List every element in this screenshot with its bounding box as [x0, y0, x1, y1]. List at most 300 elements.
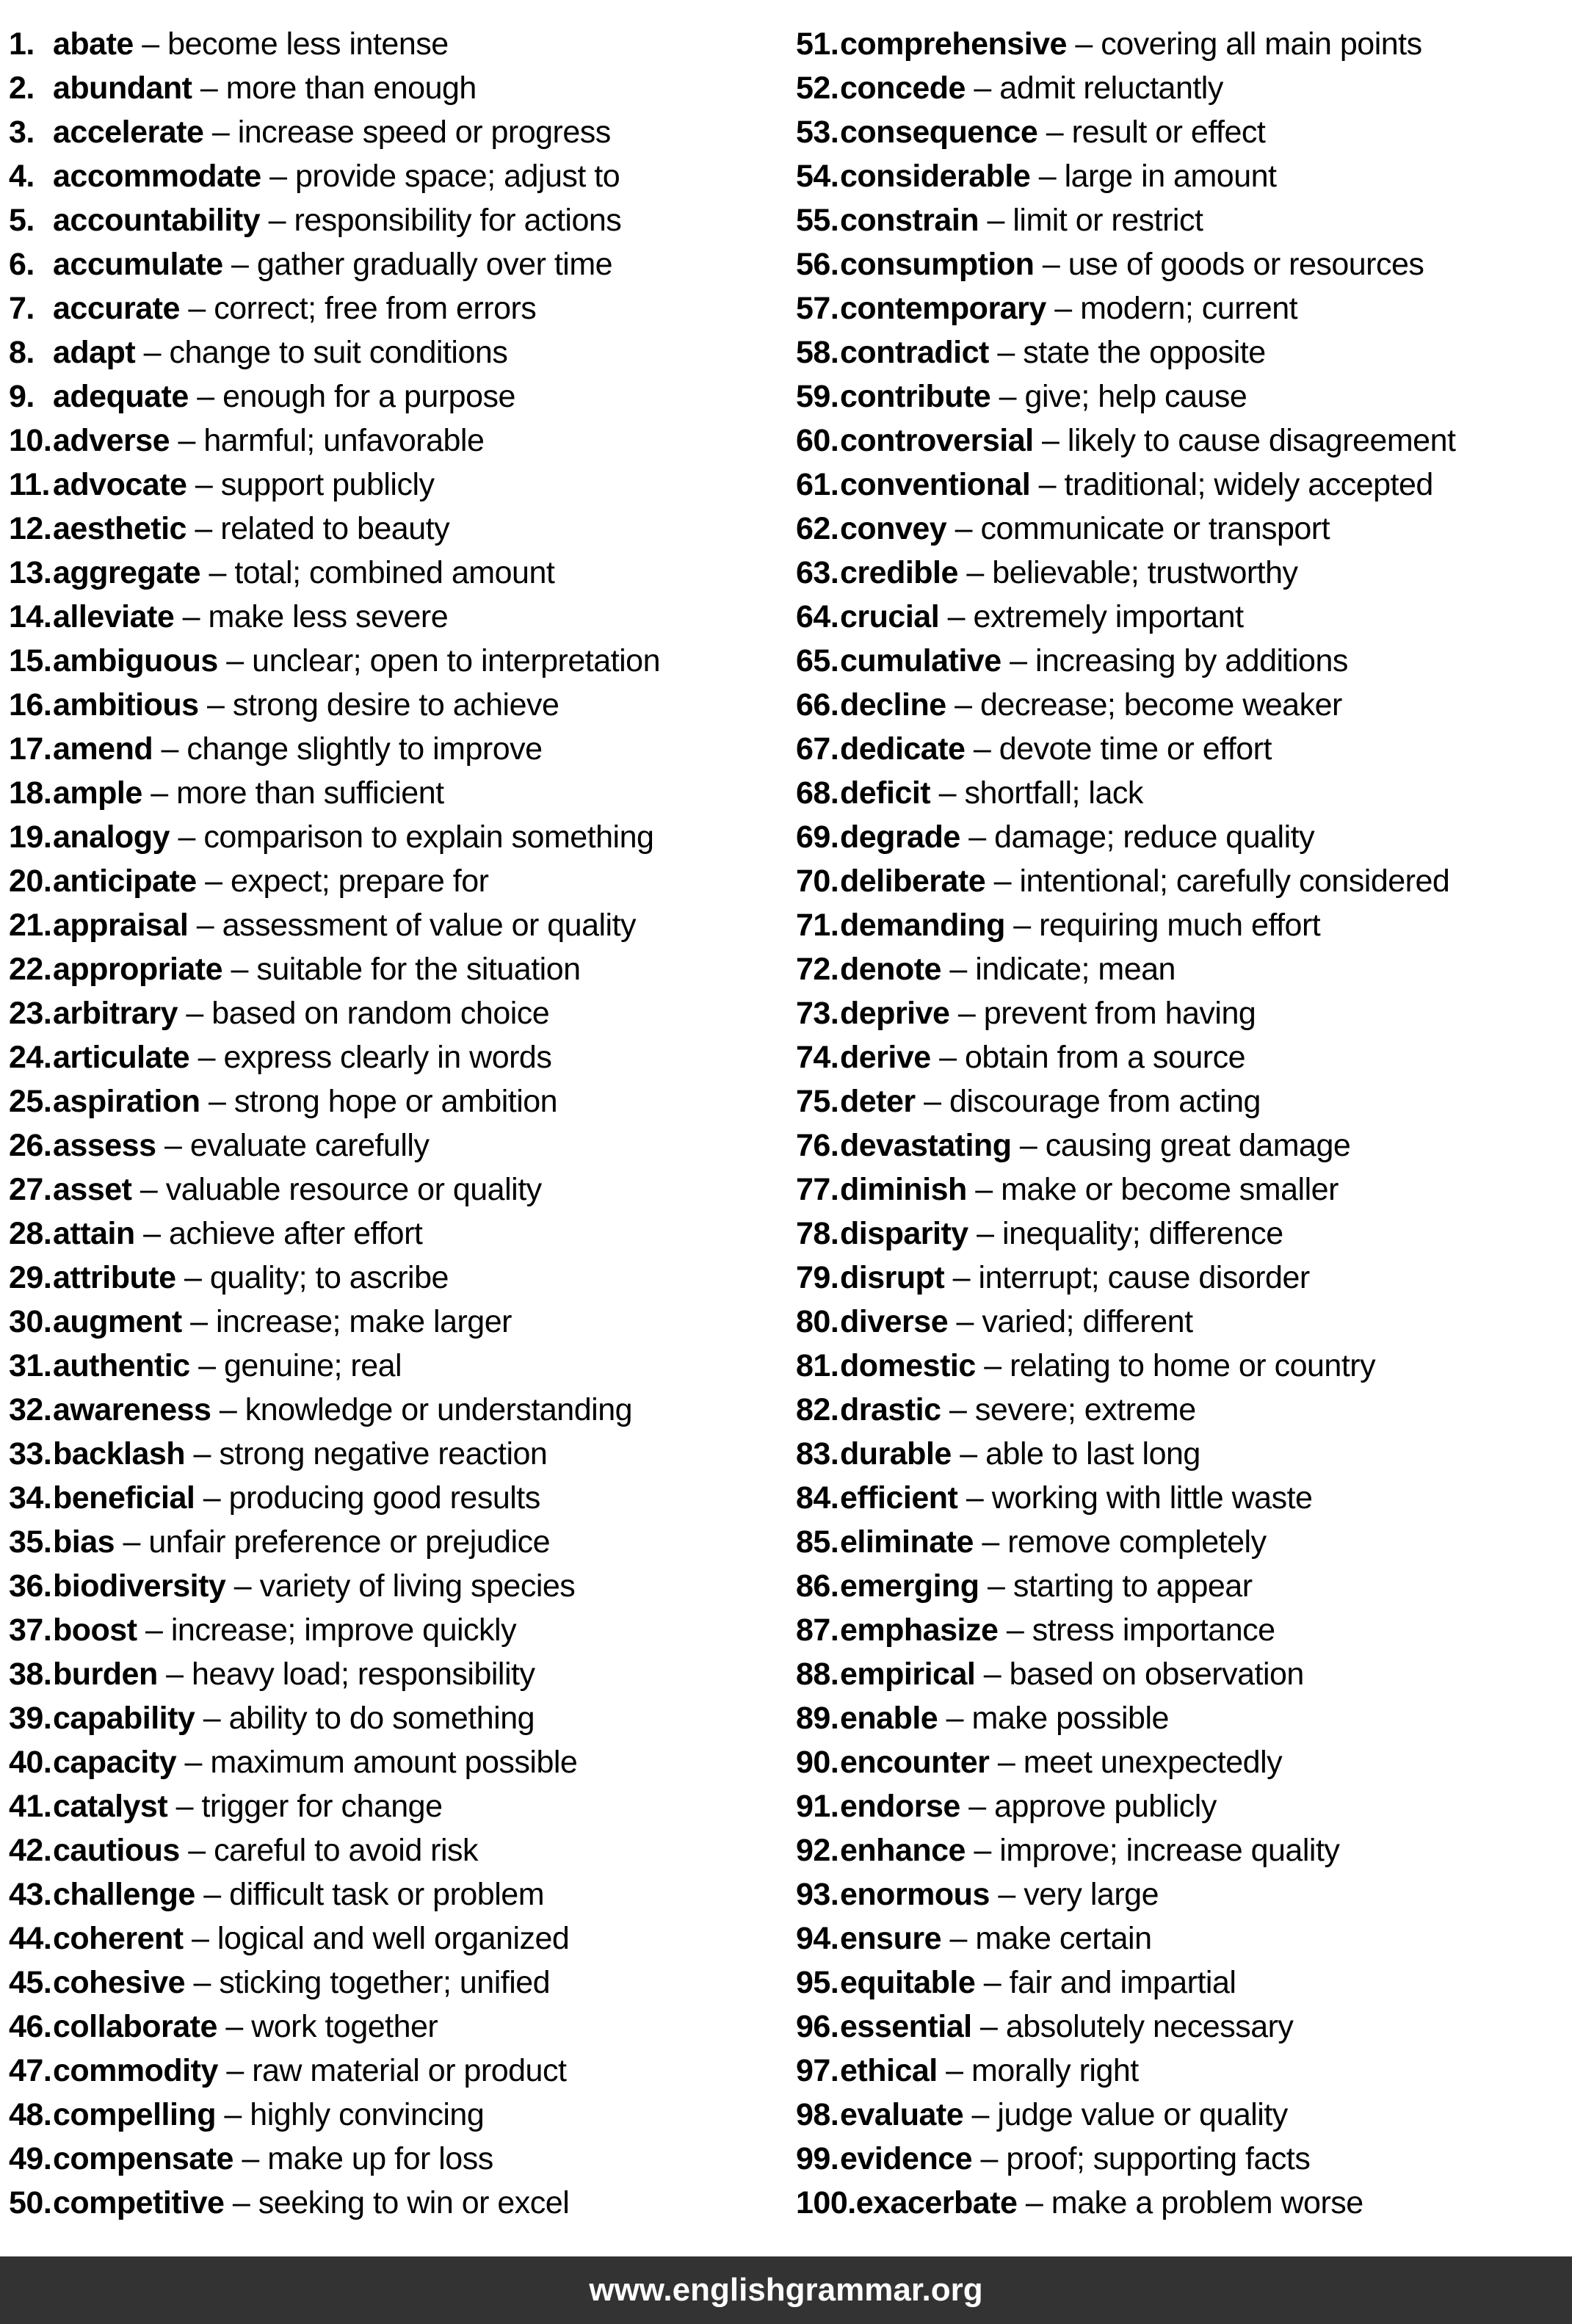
list-item [796, 286, 1572, 330]
item-definition: raw material or product [252, 2053, 567, 2088]
list-item [796, 595, 1572, 639]
item-text [840, 771, 1143, 815]
item-text [840, 1300, 1193, 1344]
item-definition: prevent from having [983, 996, 1256, 1031]
list-item [796, 1079, 1572, 1123]
item-text [53, 1079, 557, 1123]
item-separator: – [186, 467, 221, 502]
item-number: 3. [9, 115, 35, 150]
item-separator: – [142, 775, 177, 811]
item-number: 73. [796, 996, 839, 1031]
list-item [796, 1344, 1572, 1388]
list-item [9, 683, 786, 727]
item-separator: – [948, 1304, 982, 1339]
item-definition: unclear; open to interpretation [252, 643, 660, 678]
item-text [840, 683, 1342, 727]
item-separator: – [185, 1965, 220, 2000]
item-definition: careful to avoid risk [214, 1833, 479, 1868]
item-definition: devote time or effort [999, 731, 1272, 767]
item-number: 6. [9, 247, 35, 282]
item-word: boost [53, 1612, 137, 1648]
item-number: 12. [9, 511, 52, 546]
item-text [840, 1123, 1350, 1168]
item-definition: stress importance [1032, 1612, 1275, 1648]
item-text [53, 991, 549, 1035]
item-definition: admit reluctantly [999, 70, 1223, 106]
item-number: 44. [9, 1921, 52, 1956]
item-word: adverse [53, 423, 170, 458]
item-word: enhance [840, 1833, 966, 1868]
item-text [840, 1432, 1200, 1476]
list-item [796, 330, 1572, 374]
item-word: cohesive [53, 1965, 186, 2000]
item-text [840, 1212, 1283, 1256]
item-number: 27. [9, 1172, 52, 1207]
item-definition: give; help cause [1024, 379, 1247, 414]
item-definition: fair and impartial [1009, 1965, 1236, 2000]
item-definition: traditional; widely accepted [1064, 467, 1433, 502]
item-definition: genuine; real [223, 1348, 402, 1383]
item-word: crucial [840, 599, 940, 634]
item-word: disparity [840, 1216, 968, 1251]
item-text [840, 727, 1272, 771]
item-definition: result or effect [1071, 115, 1266, 150]
item-definition: relating to home or country [1010, 1348, 1376, 1383]
item-definition: harmful; unfavorable [203, 423, 485, 458]
item-number: 1. [9, 26, 35, 62]
item-separator: – [1017, 2185, 1051, 2220]
item-definition: varied; different [982, 1304, 1193, 1339]
item-word: aspiration [53, 1084, 200, 1119]
item-word: comprehensive [840, 26, 1067, 62]
item-text [53, 683, 559, 727]
list-item [9, 1123, 786, 1168]
item-word: considerable [840, 159, 1031, 194]
item-definition: shortfall; lack [964, 775, 1143, 811]
item-number: 55. [796, 203, 839, 238]
item-text [840, 2005, 1293, 2049]
item-word: dedicate [840, 731, 966, 767]
item-number: 91. [796, 1789, 839, 1824]
item-number: 53. [796, 115, 839, 150]
item-word: accountability [53, 203, 261, 238]
item-separator: – [167, 1789, 202, 1824]
item-word: analogy [53, 819, 170, 855]
item-number: 100. [796, 2185, 856, 2220]
item-definition: state the opposite [1023, 335, 1266, 370]
item-number: 74. [796, 1040, 839, 1075]
item-word: capability [53, 1701, 195, 1736]
item-separator: – [963, 2097, 998, 2132]
item-text [840, 859, 1449, 903]
list-item [796, 2137, 1572, 2181]
item-definition: improve; increase quality [999, 1833, 1340, 1868]
item-definition: ability to do something [228, 1701, 535, 1736]
list-item [796, 242, 1572, 286]
item-definition: difficult task or problem [229, 1877, 545, 1912]
item-word: credible [840, 555, 958, 590]
item-definition: indicate; mean [975, 952, 1176, 987]
item-number: 59. [796, 379, 839, 414]
item-separator: – [181, 1304, 216, 1339]
item-definition: more than sufficient [176, 775, 444, 811]
list-item [796, 198, 1572, 242]
list-item [9, 947, 786, 991]
item-text [840, 903, 1320, 947]
item-separator: – [224, 2185, 258, 2220]
item-word: beneficial [53, 1480, 195, 1516]
item-definition: based on random choice [211, 996, 550, 1031]
item-definition: working with little waste [991, 1480, 1313, 1516]
list-item [9, 374, 786, 419]
item-text [53, 110, 611, 154]
list-item [796, 1388, 1572, 1432]
list-item [796, 2093, 1572, 2137]
item-word: controversial [840, 423, 1034, 458]
item-word: adequate [53, 379, 189, 414]
item-text [840, 1740, 1282, 1784]
item-separator: – [1066, 26, 1101, 62]
item-definition: achieve after effort [169, 1216, 423, 1251]
item-text [840, 1256, 1310, 1300]
list-item [796, 374, 1572, 419]
item-definition: obtain from a source [965, 1040, 1245, 1075]
item-word: derive [840, 1040, 931, 1075]
item-definition: unfair preference or prejudice [148, 1524, 551, 1560]
list-item [9, 727, 786, 771]
item-definition: producing good results [228, 1480, 540, 1516]
list-item [796, 2005, 1572, 2049]
item-definition: extremely important [973, 599, 1244, 634]
item-word: conventional [840, 467, 1031, 502]
list-item [9, 2093, 786, 2137]
item-number: 50. [9, 2185, 52, 2220]
list-item [796, 1476, 1572, 1520]
list-item [796, 947, 1572, 991]
item-text [840, 1564, 1253, 1608]
list-item [796, 1872, 1572, 1916]
item-number: 49. [9, 2141, 52, 2176]
item-number: 75. [796, 1084, 839, 1119]
item-separator: – [115, 1524, 149, 1560]
list-item [9, 198, 786, 242]
item-text [840, 198, 1203, 242]
item-number: 16. [9, 687, 52, 723]
item-number: 47. [9, 2053, 52, 2088]
item-number: 92. [796, 1833, 839, 1868]
list-item [9, 1168, 786, 1212]
list-item [9, 2137, 786, 2181]
item-word: accumulate [53, 247, 223, 282]
list-item [796, 991, 1572, 1035]
item-separator: – [989, 1877, 1024, 1912]
item-text [840, 991, 1256, 1035]
item-text [53, 2181, 569, 2225]
item-number: 33. [9, 1436, 52, 1471]
item-number: 80. [796, 1304, 839, 1339]
item-text [53, 947, 581, 991]
list-item [796, 1212, 1572, 1256]
item-word: cumulative [840, 643, 1001, 678]
list-item [9, 991, 786, 1035]
list-item [796, 815, 1572, 859]
item-number: 83. [796, 1436, 839, 1471]
item-separator: – [188, 908, 222, 943]
item-word: denote [840, 952, 941, 987]
item-separator: – [973, 1524, 1008, 1560]
item-definition: modern; current [1080, 291, 1298, 326]
item-number: 42. [9, 1833, 52, 1868]
item-definition: enough for a purpose [222, 379, 515, 414]
item-number: 79. [796, 1260, 839, 1295]
item-number: 56. [796, 247, 839, 282]
item-definition: related to beauty [220, 511, 450, 546]
item-word: demanding [840, 908, 1005, 943]
list-item [796, 1564, 1572, 1608]
item-number: 5. [9, 203, 35, 238]
item-text [840, 1828, 1339, 1872]
item-definition: remove completely [1007, 1524, 1267, 1560]
item-number: 89. [796, 1701, 839, 1736]
list-item [9, 551, 786, 595]
item-definition: support publicly [220, 467, 435, 502]
item-text [840, 1168, 1339, 1212]
item-text [840, 595, 1244, 639]
item-separator: – [200, 1084, 234, 1119]
list-item [796, 683, 1572, 727]
item-text [53, 903, 636, 947]
item-word: evaluate [840, 2097, 964, 2132]
list-item [9, 1212, 786, 1256]
item-word: challenge [53, 1877, 195, 1912]
item-separator: – [949, 996, 984, 1031]
item-definition: sticking together; unified [219, 1965, 551, 2000]
item-word: capacity [53, 1745, 177, 1780]
item-word: alleviate [53, 599, 175, 634]
item-text [840, 22, 1422, 66]
item-word: catalyst [53, 1789, 168, 1824]
item-word: decline [840, 687, 946, 723]
item-separator: – [966, 1172, 1001, 1207]
item-number: 96. [796, 2009, 839, 2044]
item-separator: – [189, 1040, 224, 1075]
item-separator: – [915, 1084, 949, 1119]
list-item [9, 1388, 786, 1432]
item-number: 15. [9, 643, 52, 678]
list-item [796, 1123, 1572, 1168]
item-text [53, 1652, 535, 1696]
item-separator: – [195, 1480, 229, 1516]
item-text [53, 551, 554, 595]
item-word: enormous [840, 1877, 990, 1912]
item-separator: – [186, 511, 221, 546]
item-text [53, 1168, 542, 1212]
item-separator: – [179, 1833, 214, 1868]
item-number: 77. [796, 1172, 839, 1207]
item-text [53, 1564, 575, 1608]
list-item [9, 1652, 786, 1696]
item-text [53, 859, 488, 903]
item-text [840, 1344, 1375, 1388]
item-text [53, 1256, 449, 1300]
item-number: 97. [796, 2053, 839, 2088]
list-item [796, 1256, 1572, 1300]
item-separator: – [177, 996, 212, 1031]
item-text [840, 1784, 1217, 1828]
item-word: deprive [840, 996, 950, 1031]
item-separator: – [217, 2053, 253, 2088]
item-definition: inequality; difference [1002, 1216, 1283, 1251]
item-word: disrupt [840, 1260, 945, 1295]
item-definition: make certain [975, 1921, 1152, 1956]
item-definition: covering all main points [1101, 26, 1422, 62]
list-item [9, 22, 786, 66]
item-text [840, 1696, 1169, 1740]
item-number: 64. [796, 599, 839, 634]
item-text [53, 419, 484, 463]
item-text [840, 1079, 1261, 1123]
list-item [9, 1696, 786, 1740]
item-text [840, 551, 1298, 595]
list-item [796, 419, 1572, 463]
item-separator: – [979, 203, 1013, 238]
item-word: efficient [840, 1480, 958, 1516]
list-item [9, 1300, 786, 1344]
item-definition: increase; improve quickly [170, 1612, 517, 1648]
item-word: adapt [53, 335, 136, 370]
item-number: 14. [9, 599, 52, 634]
item-number: 36. [9, 1568, 52, 1604]
item-word: assess [53, 1128, 156, 1163]
item-separator: – [979, 1568, 1013, 1604]
item-text [53, 2049, 566, 2093]
item-number: 68. [796, 775, 839, 811]
item-word: cautious [53, 1833, 180, 1868]
item-text [840, 2049, 1139, 2093]
list-item [796, 551, 1572, 595]
item-separator: – [941, 952, 976, 987]
item-number: 98. [796, 2097, 839, 2132]
item-text [53, 1784, 443, 1828]
item-definition: make a problem worse [1051, 2185, 1363, 2220]
item-number: 38. [9, 1657, 52, 1692]
item-definition: absolutely necessary [1005, 2009, 1294, 2044]
item-separator: – [946, 511, 981, 546]
item-definition: large in amount [1064, 159, 1277, 194]
item-text [840, 66, 1223, 110]
item-separator: – [153, 731, 187, 767]
list-item [796, 903, 1572, 947]
item-number: 95. [796, 1965, 839, 2000]
item-word: ethical [840, 2053, 938, 2088]
item-definition: judge value or quality [997, 2097, 1288, 2132]
item-text [840, 1916, 1152, 1961]
item-word: commodity [53, 2053, 218, 2088]
item-separator: – [990, 379, 1025, 414]
item-number: 71. [796, 908, 839, 943]
item-word: constrain [840, 203, 979, 238]
item-number: 81. [796, 1348, 839, 1383]
item-number: 67. [796, 731, 839, 767]
list-item [9, 595, 786, 639]
list-item [9, 1035, 786, 1079]
item-word: degrade [840, 819, 960, 855]
item-text [840, 110, 1265, 154]
item-text [53, 1123, 429, 1168]
item-definition: increase speed or progress [237, 115, 611, 150]
list-item [796, 1828, 1572, 1872]
item-separator: – [975, 1965, 1010, 2000]
item-separator: – [1033, 423, 1068, 458]
item-definition: strong hope or ambition [233, 1084, 558, 1119]
item-word: accommodate [53, 159, 261, 194]
item-word: drastic [840, 1392, 941, 1427]
item-text [53, 2137, 493, 2181]
item-text [840, 374, 1247, 419]
item-definition: intentional; carefully considered [1019, 864, 1450, 899]
item-separator: – [135, 335, 170, 370]
item-word: equitable [840, 1965, 976, 2000]
item-separator: – [211, 1392, 245, 1427]
item-text [840, 507, 1330, 551]
list-item [9, 419, 786, 463]
item-separator: – [261, 159, 295, 194]
item-definition: become less intense [167, 26, 449, 62]
item-text [53, 198, 621, 242]
item-number: 78. [796, 1216, 839, 1251]
item-word: ambiguous [53, 643, 218, 678]
item-separator: – [957, 555, 993, 590]
item-separator: – [233, 2141, 268, 2176]
list-item [9, 1079, 786, 1123]
item-separator: – [1046, 291, 1081, 326]
item-separator: – [968, 1216, 1003, 1251]
item-word: aesthetic [53, 511, 186, 546]
item-word: arbitrary [53, 996, 178, 1031]
item-separator: – [203, 115, 238, 150]
item-definition: increase; make larger [216, 1304, 512, 1339]
item-number: 35. [9, 1524, 52, 1560]
item-number: 30. [9, 1304, 52, 1339]
item-number: 72. [796, 952, 839, 987]
item-text [53, 1916, 569, 1961]
item-word: deliberate [840, 864, 986, 899]
list-item [9, 1916, 786, 1961]
item-number: 29. [9, 1260, 52, 1295]
item-text [53, 242, 612, 286]
item-definition: communicate or transport [980, 511, 1330, 546]
item-definition: suitable for the situation [256, 952, 581, 987]
list-item [9, 1608, 786, 1652]
item-separator: – [937, 2053, 972, 2088]
list-item [9, 330, 786, 374]
item-text [840, 286, 1297, 330]
item-separator: – [971, 2009, 1006, 2044]
item-separator: – [941, 1392, 975, 1427]
item-separator: – [1004, 908, 1040, 943]
list-item [796, 1608, 1572, 1652]
item-word: authentic [53, 1348, 190, 1383]
item-text [53, 1696, 535, 1740]
item-text [53, 639, 660, 683]
list-item [9, 2005, 786, 2049]
item-text [840, 419, 1455, 463]
item-word: accelerate [53, 115, 204, 150]
item-text [840, 1520, 1267, 1564]
item-separator: – [188, 379, 223, 414]
list-item [796, 507, 1572, 551]
item-definition: make less severe [208, 599, 449, 634]
